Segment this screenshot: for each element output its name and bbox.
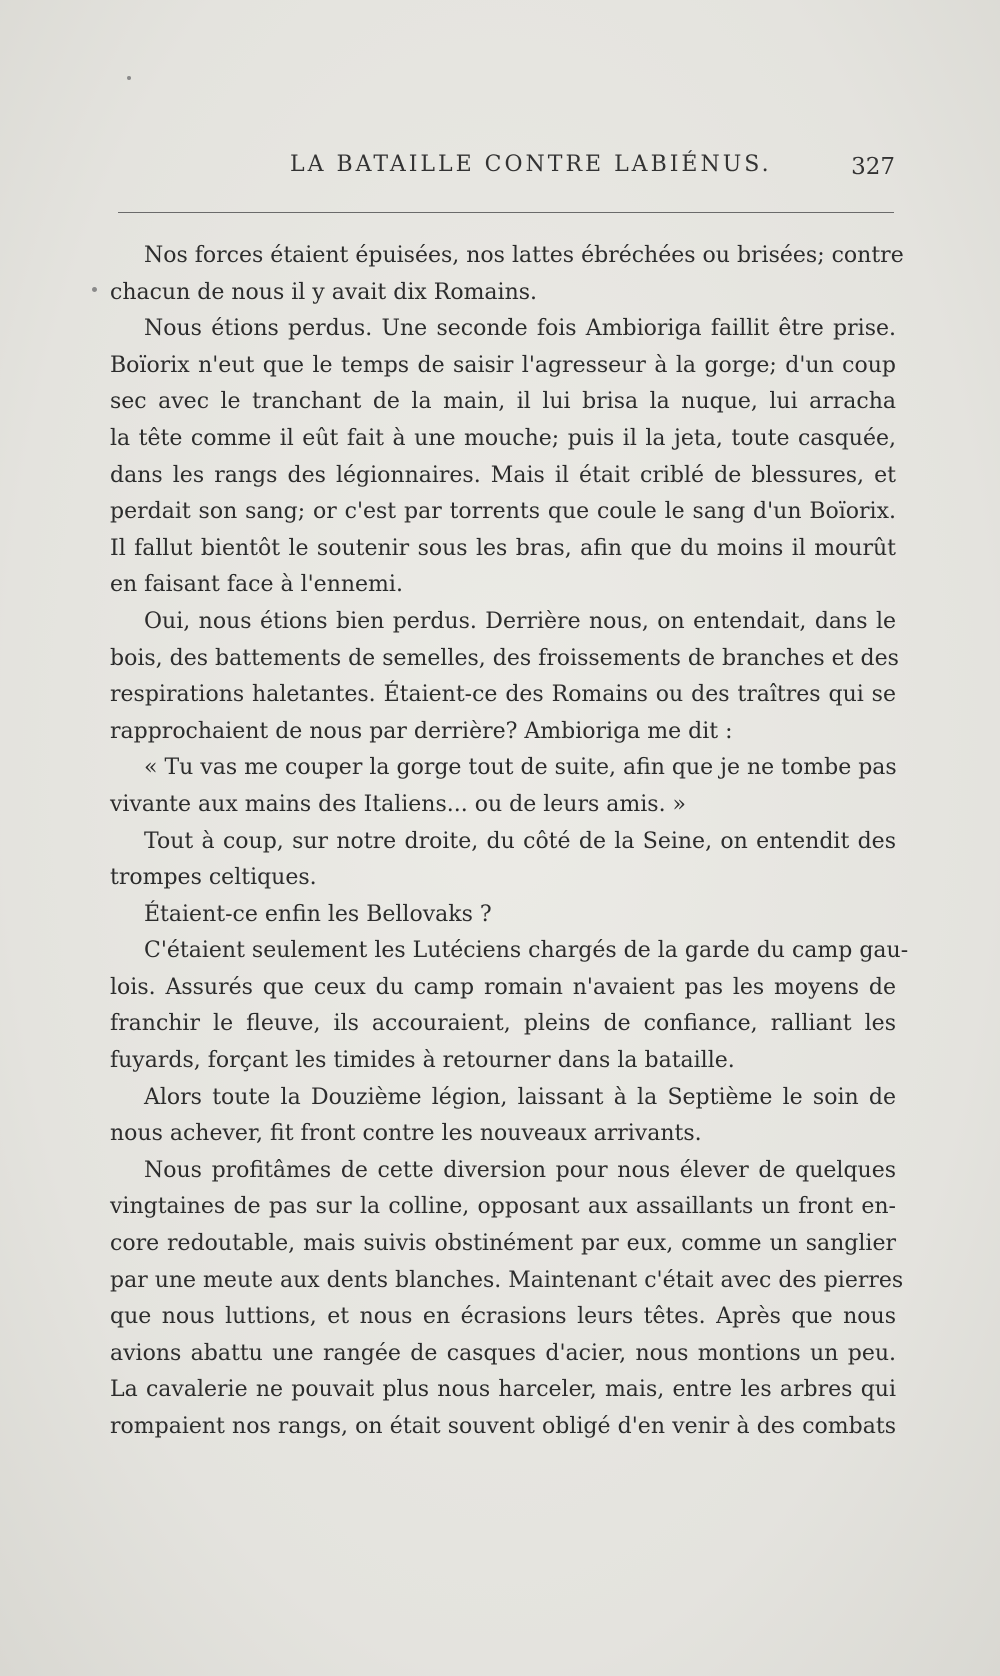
text-line: La cavalerie ne pouvait plus nous harceler, mais, entre les arbres qui	[110, 1377, 896, 1403]
text-line: franchir le fleuve, ils accouraient, pleins de confiance, ralliant les	[110, 1011, 896, 1037]
text-line: Alors toute la Douzième légion, laissant à la Septième le soin de	[144, 1084, 896, 1110]
text-line: nous achever, fit front contre les nouveaux arrivants.	[110, 1121, 702, 1147]
page-number: 327	[851, 154, 895, 180]
text-line: respirations haletantes. Étaient-ce des Romains ou des traîtres qui se	[110, 682, 896, 708]
body-text	[110, 238, 909, 1446]
ink-speck	[92, 287, 97, 292]
text-line: C'étaient seulement les Lutéciens chargés de la garde du camp gau-	[144, 938, 909, 964]
text-line: la tête comme il eût fait à une mouche; puis il la jeta, toute casquée,	[110, 425, 896, 451]
running-head	[115, 152, 895, 192]
text-line: core redoutable, mais suivis obstinément par eux, comme un sanglier	[110, 1231, 896, 1257]
text-line: Étaient-ce enfin les Bellovaks ?	[144, 901, 492, 927]
text-line: lois. Assurés que ceux du camp romain n'avaient pas les moyens de	[110, 974, 896, 1000]
text-line: que nous luttions, et nous en écrasions leurs têtes. Après que nous	[110, 1304, 896, 1330]
running-title: LA BATAILLE CONTRE LABIÉNUS.	[290, 152, 772, 177]
header-rule	[118, 212, 894, 213]
text-line: Nos forces étaient épuisées, nos lattes ébréchées ou brisées; contre	[144, 243, 904, 268]
text-line: Nous profitâmes de cette diversion pour nous élever de quelques	[144, 1157, 896, 1183]
text-line: avions abattu une rangée de casques d'acier, nous montions un peu.	[110, 1340, 896, 1366]
text-line: fuyards, forçant les timides à retourner dans la bataille.	[110, 1048, 735, 1074]
text-line: sec avec le tranchant de la main, il lui brisa la nuque, lui arracha	[110, 389, 896, 415]
text-line: rompaient nos rangs, on était souvent obligé d'en venir à des combats	[110, 1414, 896, 1439]
text-line: Tout à coup, sur notre droite, du côté de la Seine, on entendit des	[144, 828, 896, 854]
text-line: vivante aux mains des Italiens... ou de leurs amis. »	[110, 791, 687, 817]
text-line: en faisant face à l'ennemi.	[110, 572, 403, 598]
text-line: trompes celtiques.	[110, 865, 317, 891]
text-line: Il fallut bientôt le soutenir sous les bras, afin que du moins il mourût	[110, 535, 896, 561]
text-line: rapprochaient de nous par derrière? Ambioriga me dit :	[110, 718, 733, 744]
text-line: Boïorix n'eut que le temps de saisir l'agresseur à la gorge; d'un coup	[110, 352, 896, 378]
text-line: « Tu vas me couper la gorge tout de suite, afin que je ne tombe pas	[144, 755, 897, 781]
text-line: dans les rangs des légionnaires. Mais il était criblé de blessures, et	[110, 462, 896, 488]
text-line: Nous étions perdus. Une seconde fois Ambioriga faillit être prise.	[144, 316, 896, 342]
text-line: Oui, nous étions bien perdus. Derrière nous, on entendait, dans le	[144, 608, 896, 634]
text-line: bois, des battements de semelles, des froissements de branches et des	[110, 645, 899, 671]
text-line: par une meute aux dents blanches. Maintenant c'était avec des pierres	[110, 1267, 904, 1293]
text-line: chacun de nous il y avait dix Romains.	[110, 279, 538, 305]
text-line: vingtaines de pas sur la colline, opposant aux assaillants un front en-	[110, 1194, 896, 1220]
text-line: perdait son sang; or c'est par torrents que coule le sang d'un Boïorix.	[110, 499, 896, 525]
ink-speck	[127, 76, 131, 80]
